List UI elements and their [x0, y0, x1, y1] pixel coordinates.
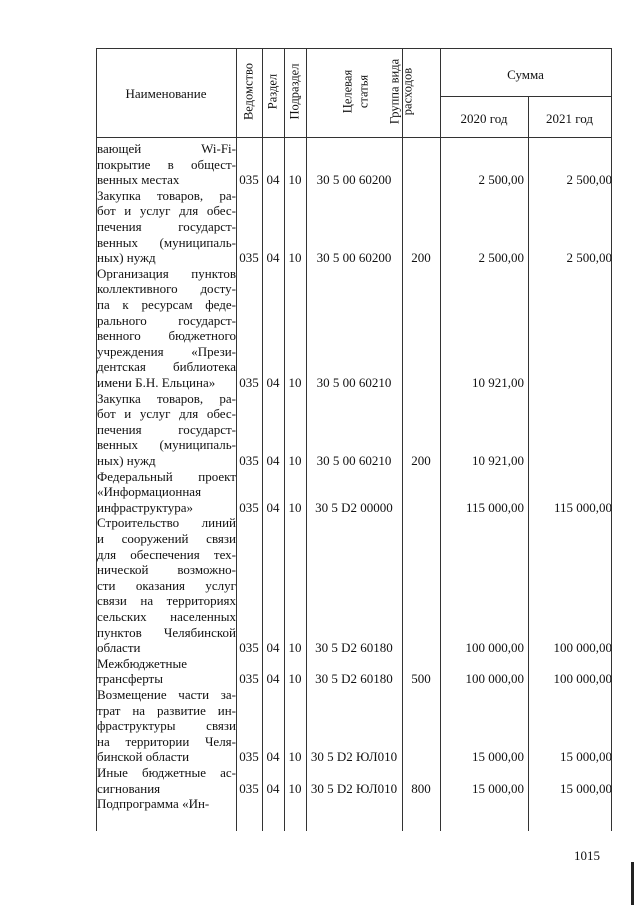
row-gruppa-vida: 800	[411, 780, 431, 796]
row-razdel: 04	[266, 780, 280, 796]
row-name-line: бот и услуг для обес-	[97, 203, 236, 219]
row-name-line: трат на развитие ин-	[97, 702, 236, 718]
row-name-line: сигнования	[97, 780, 161, 796]
row-name-line: рального государст-	[97, 312, 236, 328]
row-name	[97, 765, 236, 796]
row-celevaya-statya: 30 5 D2 ЮЛ010	[310, 749, 398, 765]
row-razdel: 04	[266, 640, 280, 656]
row-sum-2021: 100 000,00	[553, 640, 612, 656]
row-name	[97, 796, 236, 812]
table-row	[0, 188, 640, 266]
row-celevaya-statya: 30 5 00 60200	[316, 172, 392, 188]
row-vedomstvo: 035	[239, 671, 259, 687]
row-podrazdel: 10	[288, 452, 302, 468]
row-sum-2020: 100 000,00	[465, 640, 524, 656]
table-row	[0, 469, 640, 516]
row-sum-2020: 2 500,00	[478, 172, 524, 188]
row-name-line: венных (муниципаль-	[97, 437, 236, 453]
row-name-line: бинской области	[97, 749, 190, 765]
row-name	[97, 391, 236, 469]
row-name-line: Закупка товаров, ра-	[97, 187, 236, 203]
row-sum-2020: 100 000,00	[465, 671, 524, 687]
row-sum-2020: 2 500,00	[478, 250, 524, 266]
row-podrazdel: 10	[288, 250, 302, 266]
row-razdel: 04	[266, 749, 280, 765]
row-name-line: для обеспечения тех-	[97, 546, 236, 562]
row-podrazdel: 10	[288, 374, 302, 390]
row-sum-2020: 15 000,00	[472, 780, 524, 796]
row-name-line: коллективного досту-	[97, 281, 236, 297]
header-gruppa-1: Группа вида	[387, 58, 402, 125]
row-name-line: па к ресурсам феде-	[97, 296, 236, 312]
row-razdel: 04	[266, 452, 280, 468]
row-sum-2020: 10 921,00	[472, 374, 524, 390]
row-name-line: нической возможно-	[97, 562, 236, 578]
header-celevaya-1: Целевая	[340, 69, 355, 114]
row-sum-2020: 10 921,00	[472, 452, 524, 468]
row-name	[97, 141, 236, 188]
row-name-line: пунктов Челябинской	[97, 624, 236, 640]
row-razdel: 04	[266, 250, 280, 266]
row-sum-2021: 2 500,00	[566, 172, 612, 188]
row-name-line: связи на территориях	[97, 593, 236, 609]
table-row	[0, 391, 640, 469]
row-name-line: Подпрограмма «Ин-	[97, 796, 210, 812]
row-name-line: венного бюджетного	[97, 328, 236, 344]
table-row	[0, 687, 640, 765]
row-celevaya-statya: 30 5 D2 ЮЛ010	[310, 780, 398, 796]
row-name-line: печения государст-	[97, 421, 236, 437]
row-sum-2020: 15 000,00	[472, 749, 524, 765]
row-razdel: 04	[266, 499, 280, 515]
header-year-2021: 2021 год	[546, 111, 593, 126]
row-name-line: Организация пунктов	[97, 265, 236, 281]
row-name	[97, 515, 236, 655]
row-podrazdel: 10	[288, 172, 302, 188]
row-name-line: дентская библиотека	[97, 359, 236, 375]
row-vedomstvo: 035	[239, 780, 259, 796]
row-name	[97, 687, 236, 765]
row-sum-2021: 15 000,00	[560, 780, 612, 796]
row-name-line: имени Б.Н. Ельцина»	[97, 374, 216, 390]
row-vedomstvo: 035	[239, 374, 259, 390]
header-sum-divider	[440, 96, 612, 97]
row-razdel: 04	[266, 374, 280, 390]
header-celevaya-2: статья	[356, 74, 371, 109]
header-podrazdel: Подраздел	[287, 63, 302, 120]
row-name-line: учреждения «Прези-	[97, 343, 236, 359]
row-name-line: Межбюджетные	[97, 655, 187, 671]
row-vedomstvo: 035	[239, 749, 259, 765]
row-celevaya-statya: 30 5 D2 60180	[315, 640, 393, 656]
row-podrazdel: 10	[288, 780, 302, 796]
header-name: Наименование	[125, 86, 207, 101]
table-row	[0, 515, 640, 655]
page-number: 1015	[574, 848, 600, 863]
row-name-line: сти оказания услуг	[97, 577, 236, 593]
row-podrazdel: 10	[288, 671, 302, 687]
row-podrazdel: 10	[288, 640, 302, 656]
row-gruppa-vida: 200	[411, 250, 431, 266]
row-celevaya-statya: 30 5 D2 00000	[315, 499, 393, 515]
row-name	[97, 656, 236, 687]
row-name-line: и сооружений связи	[97, 530, 236, 546]
table-row	[0, 656, 640, 687]
row-podrazdel: 10	[288, 749, 302, 765]
row-sum-2021: 115 000,00	[553, 499, 612, 515]
row-vedomstvo: 035	[239, 250, 259, 266]
row-name-line: сельских населенных	[97, 608, 236, 624]
row-gruppa-vida: 500	[411, 671, 431, 687]
row-podrazdel: 10	[288, 499, 302, 515]
row-razdel: 04	[266, 172, 280, 188]
row-celevaya-statya: 30 5 D2 60180	[315, 671, 393, 687]
row-celevaya-statya: 30 5 00 60210	[316, 374, 392, 390]
row-name-line: Иные бюджетные ас-	[97, 765, 236, 780]
row-name-line: бот и услуг для обес-	[97, 406, 236, 422]
header-year-2020: 2020 год	[460, 111, 508, 126]
header-bottom-border	[96, 137, 612, 138]
row-name	[97, 266, 236, 391]
table-top-border	[96, 48, 612, 49]
row-name-line: области	[97, 640, 141, 656]
row-name-line: инфраструктура»	[97, 499, 193, 515]
row-name-line: венных местах	[97, 172, 180, 188]
row-name-line: трансферты	[97, 671, 163, 687]
row-sum-2021: 100 000,00	[553, 671, 612, 687]
scan-edge-mark	[631, 862, 634, 905]
row-name-line: фраструктуры связи	[97, 718, 236, 734]
row-name-line: Закупка товаров, ра-	[97, 390, 236, 406]
row-name-line: ных) нужд	[97, 452, 156, 468]
row-gruppa-vida: 200	[411, 452, 431, 468]
row-name	[97, 188, 236, 266]
row-celevaya-statya: 30 5 00 60200	[316, 250, 392, 266]
row-vedomstvo: 035	[239, 172, 259, 188]
row-name-line: ных) нужд	[97, 250, 156, 266]
row-sum-2020: 115 000,00	[465, 499, 524, 515]
row-name-line: Строительство линий	[97, 515, 236, 531]
table-row	[0, 141, 640, 188]
row-sum-2021: 2 500,00	[566, 250, 612, 266]
row-name-line: на территории Челя-	[97, 733, 236, 749]
row-name-line: печения государст-	[97, 218, 236, 234]
row-sum-2021: 15 000,00	[560, 749, 612, 765]
row-vedomstvo: 035	[239, 452, 259, 468]
row-name-line: Возмещение части за-	[97, 687, 236, 702]
row-name-line: Федеральный проект	[97, 468, 236, 484]
header-gruppa-2: расходов	[400, 67, 415, 116]
row-vedomstvo: 035	[239, 499, 259, 515]
row-name	[97, 469, 236, 516]
row-razdel: 04	[266, 671, 280, 687]
table-row	[0, 266, 640, 391]
row-name-line: вающей Wi-Fi-	[97, 141, 236, 156]
row-vedomstvo: 035	[239, 640, 259, 656]
row-name-line: покрытие в общест-	[97, 156, 236, 172]
header-razdel: Раздел	[265, 73, 280, 110]
header-summa: Сумма	[507, 67, 544, 82]
table-row	[0, 796, 640, 812]
row-celevaya-statya: 30 5 00 60210	[316, 452, 392, 468]
row-name-line: «Информационная	[97, 484, 202, 500]
table-row	[0, 765, 640, 796]
row-name-line: венных (муниципаль-	[97, 234, 236, 250]
header-vedomstvo: Ведомство	[241, 62, 256, 121]
